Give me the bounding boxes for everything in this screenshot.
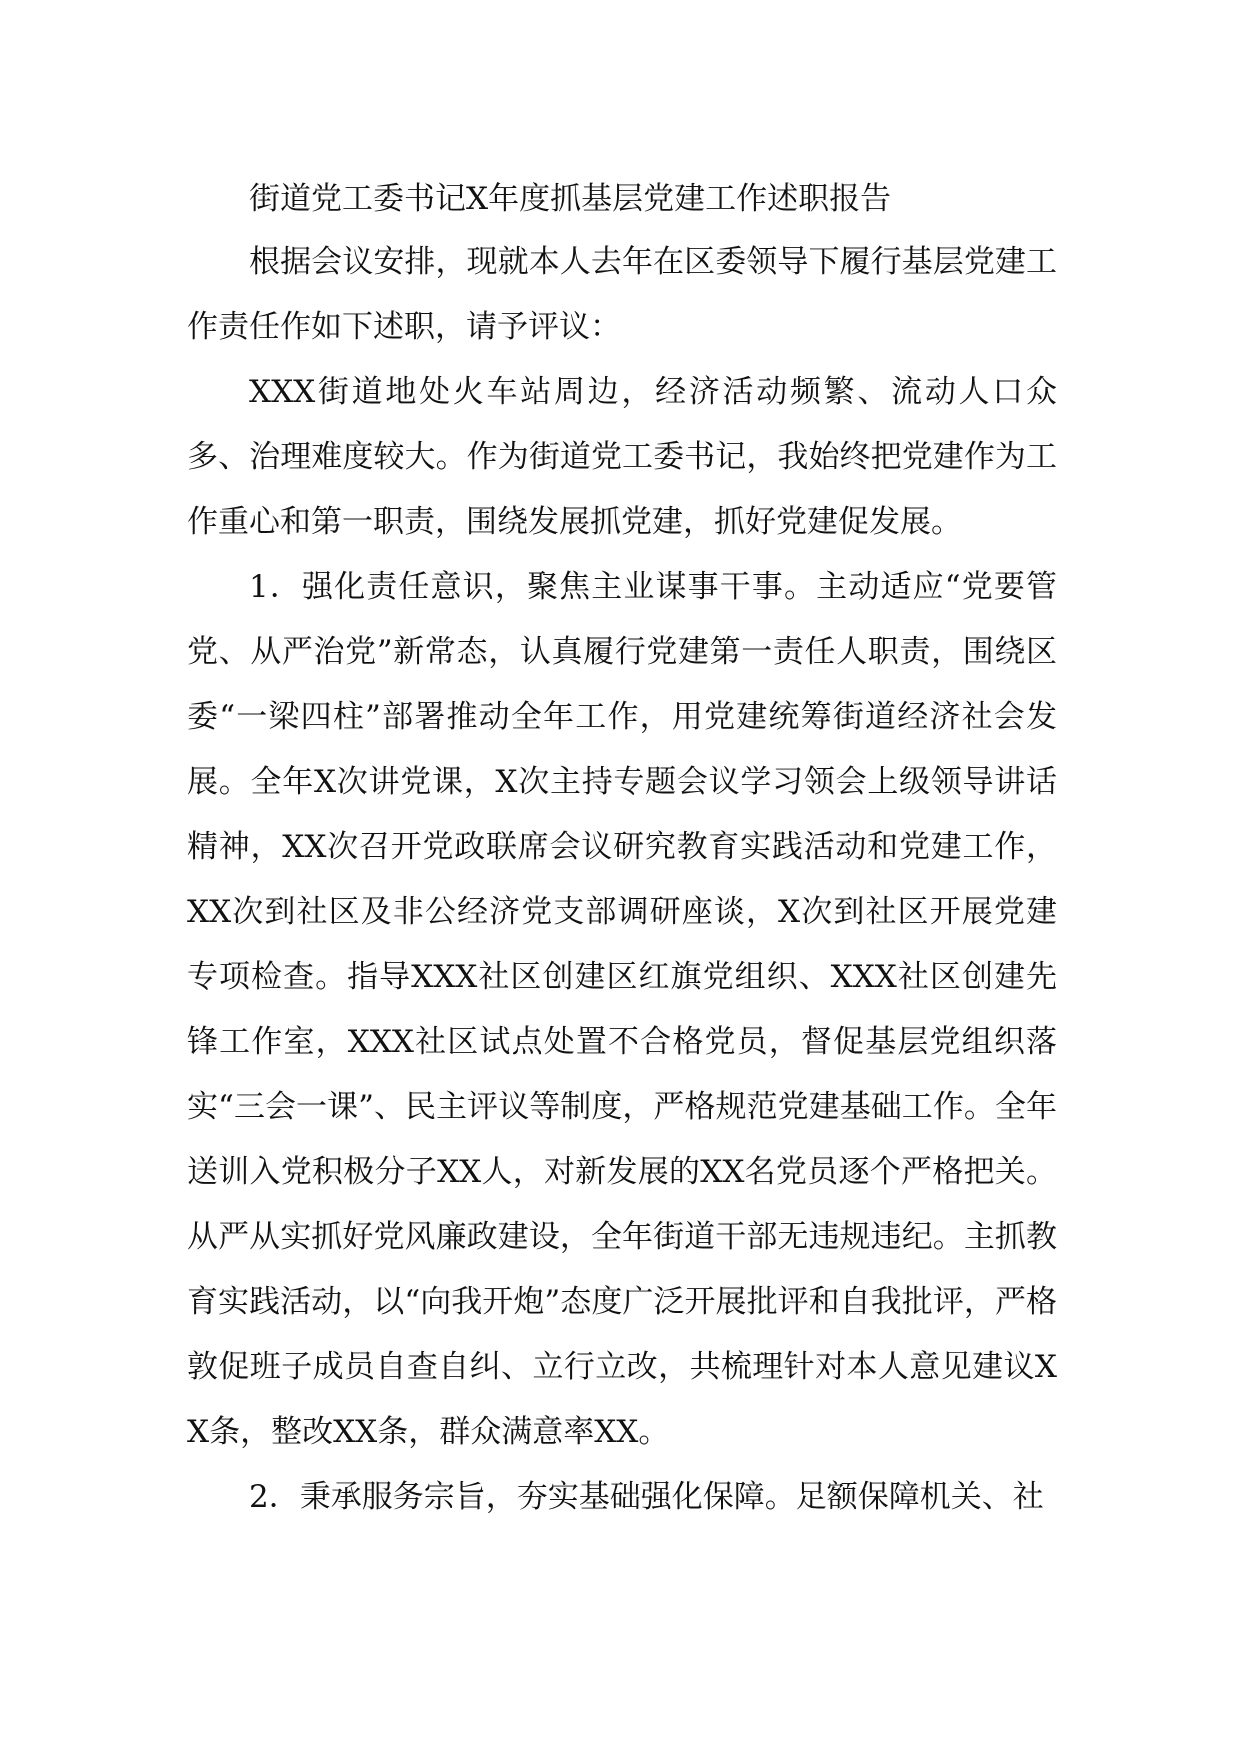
paragraph-section-1: 1．强化责任意识，聚焦主业谋事干事。主动适应“党要管党、从严治党”新常态，认真履行党建第一责任人职责，围绕区委“一梁四柱”部署推动全年工作，用党建统筹街道经济社会发展。全年X次讲党课，X次主持专题会议学习领会上级领导讲话精神，XX次召开党政联席会议研究教育实践活动和党建工作，XX次到社区及非公经济党支部调研座谈，X次到社区开展党建专项检查。指导XXX社区创建区红旗党组织、XXX社区创建先锋工作室，XXX社区试点处置不合格党员，督促基层党组织落实“三会一课”、民主评议等制度，严格规范党建基础工作。全年送训入党积极分子XX人，对新发展的XX名党员逐个严格把关。从严从实抓好党风廉政建设，全年街道干部无违规违纪。主抓教育实践活动，以“向我开炮”态度广泛开展批评和自我批评，严格敦促班子成员自查自纠、立行立改，共梳理针对本人意见建议XX条，整改XX条，群众满意率XX。 [187, 569, 1057, 1450]
paragraph-section-2: 2．秉承服务宗旨，夯实基础强化保障。足额保障机关、社 [249, 1479, 1044, 1515]
paragraph-intro: 根据会议安排，现就本人去年在区委领导下履行基层党建工作责任作如下述职，请予评议： [187, 244, 1057, 345]
paragraph-overview: XXX街道地处火车站周边，经济活动频繁、流动人口众多、治理难度较大。作为街道党工委书记，我始终把党建作为工作重心和第一职责，围绕发展抓党建，抓好党建促发展。 [187, 374, 1057, 540]
document-title: 街道党工委书记X年度抓基层党建工作述职报告 [249, 181, 892, 217]
document-body [187, 168, 1057, 1530]
